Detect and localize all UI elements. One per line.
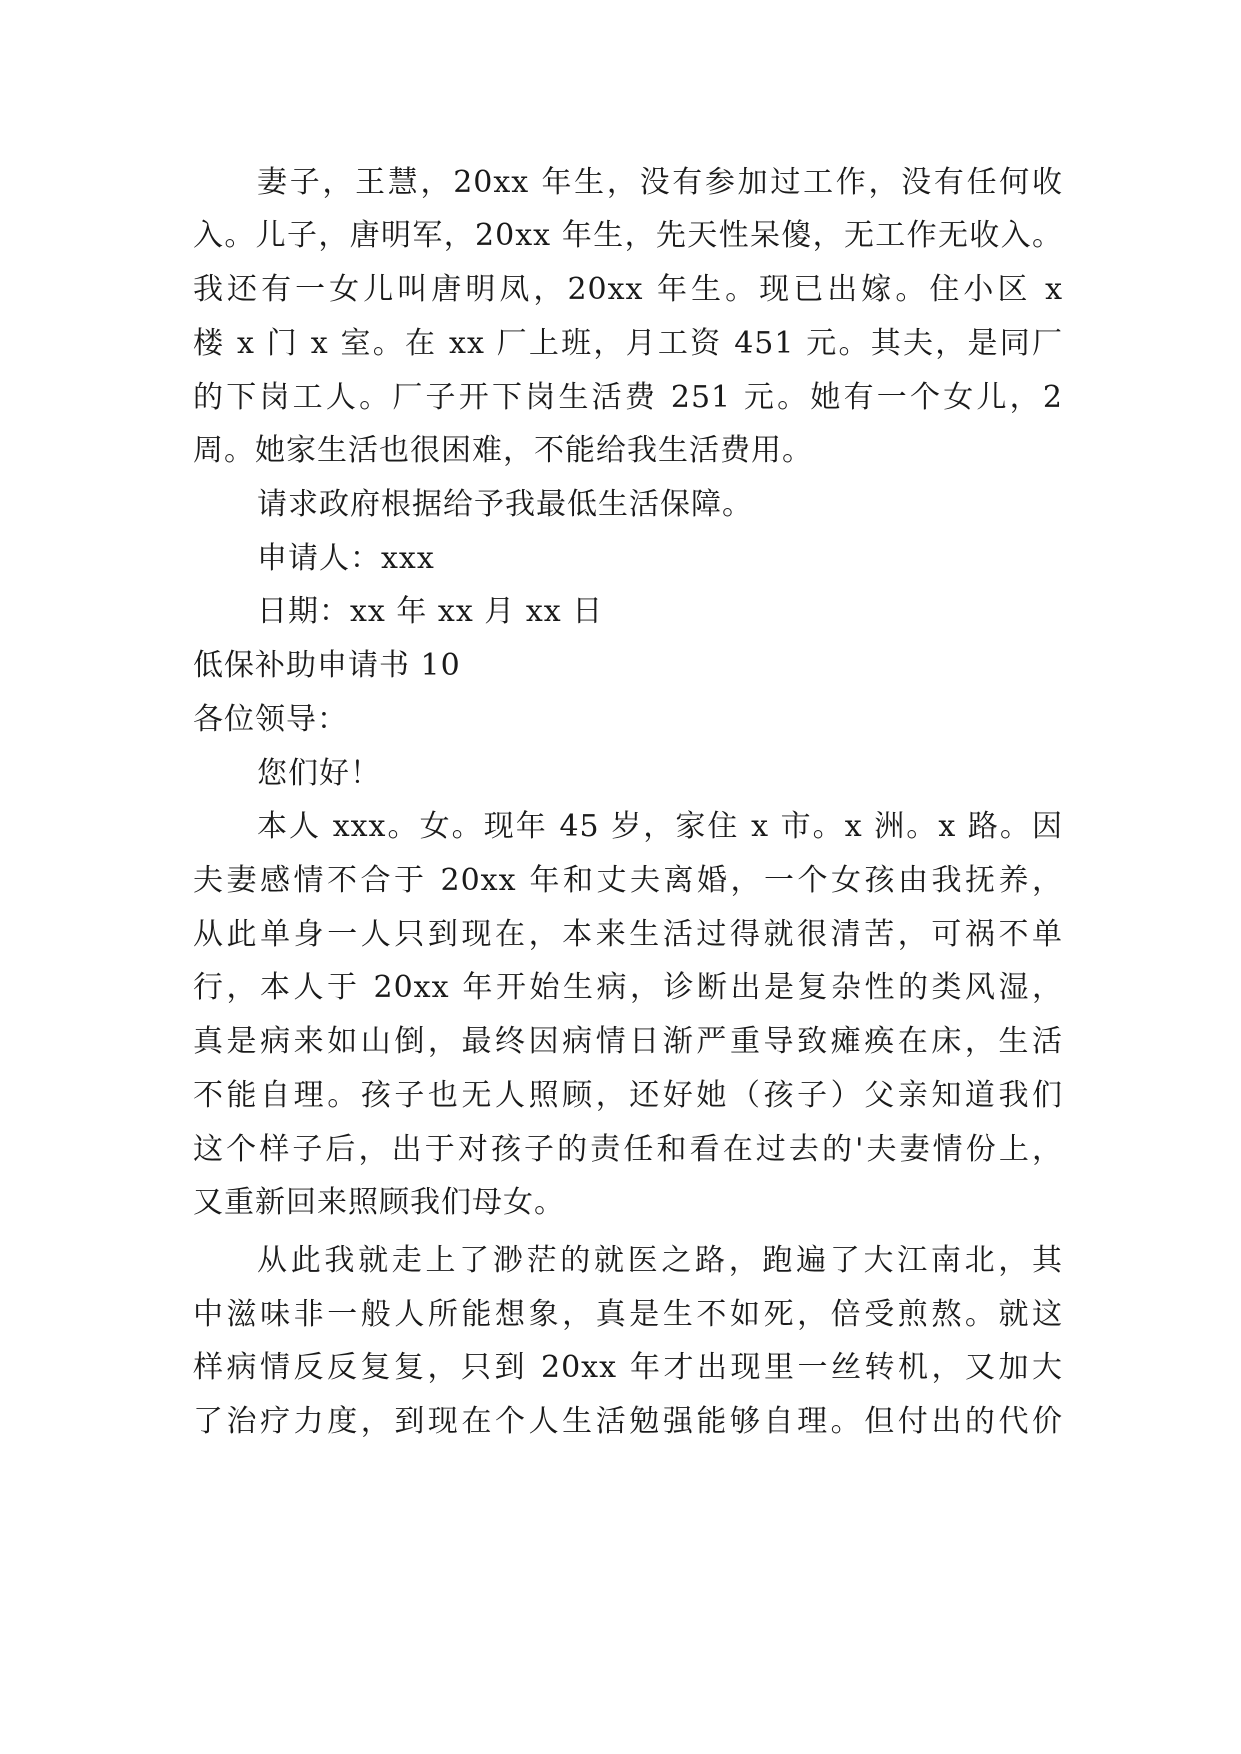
paragraph-line: 样病情反反复复，只到 20xx 年才出现里一丝转机，又加大 [193, 1350, 1063, 1385]
paragraph-line: 了治疗力度，到现在个人生活勉强能够自理。但付出的代价 [193, 1404, 1063, 1439]
paragraph-line: 的下岗工人。厂子开下岗生活费 251 元。她有一个女儿，2 [193, 380, 1063, 415]
request-line: 请求政府根据给予我最低生活保障。 [257, 487, 753, 522]
date-line: 日期：xx 年 xx 月 xx 日 [257, 594, 604, 629]
paragraph-line: 真是病来如山倒，最终因病情日渐严重导致瘫痪在床，生活 [193, 1024, 1063, 1059]
applicant-line: 申请人：xxx [257, 541, 435, 576]
paragraph-line: 夫妻感情不合于 20xx 年和丈夫离婚，一个女孩由我抚养， [193, 863, 1063, 898]
section-title: 低保补助申请书 10 [193, 648, 461, 683]
paragraph-line: 楼 x 门 x 室。在 xx 厂上班，月工资 451 元。其夫，是同厂 [193, 326, 1063, 361]
paragraph-line: 这个样子后，出于对孩子的责任和看在过去的'夫妻情份上， [193, 1132, 1063, 1167]
paragraph-line: 周。她家生活也很困难，不能给我生活费用。 [193, 433, 813, 468]
paragraph-line: 不能自理。孩子也无人照顾，还好她（孩子）父亲知道我们 [193, 1078, 1063, 1113]
paragraph-line: 从此我就走上了渺茫的就医之路，跑遍了大江南北，其 [257, 1243, 1063, 1278]
paragraph-line: 妻子，王慧，20xx 年生，没有参加过工作，没有任何收 [257, 165, 1063, 200]
paragraph-line: 我还有一女儿叫唐明凤，20xx 年生。现已出嫁。住小区 x [193, 272, 1063, 307]
paragraph-line: 中滋味非一般人所能想象，真是生不如死，倍受煎熬。就这 [193, 1297, 1063, 1332]
paragraph-line: 行，本人于 20xx 年开始生病，诊断出是复杂性的类风湿， [193, 970, 1063, 1005]
paragraph-line: 本人 xxx。女。现年 45 岁，家住 x 市。x 洲。x 路。因 [257, 809, 1063, 844]
paragraph-line: 从此单身一人只到现在，本来生活过得就很清苦，可祸不单 [193, 917, 1063, 952]
paragraph-line: 入。儿子，唐明军，20xx 年生，先天性呆傻，无工作无收入。 [193, 218, 1063, 253]
greeting: 您们好！ [257, 756, 381, 791]
paragraph-line: 又重新回来照顾我们母女。 [193, 1185, 565, 1220]
salutation: 各位领导： [193, 702, 348, 737]
